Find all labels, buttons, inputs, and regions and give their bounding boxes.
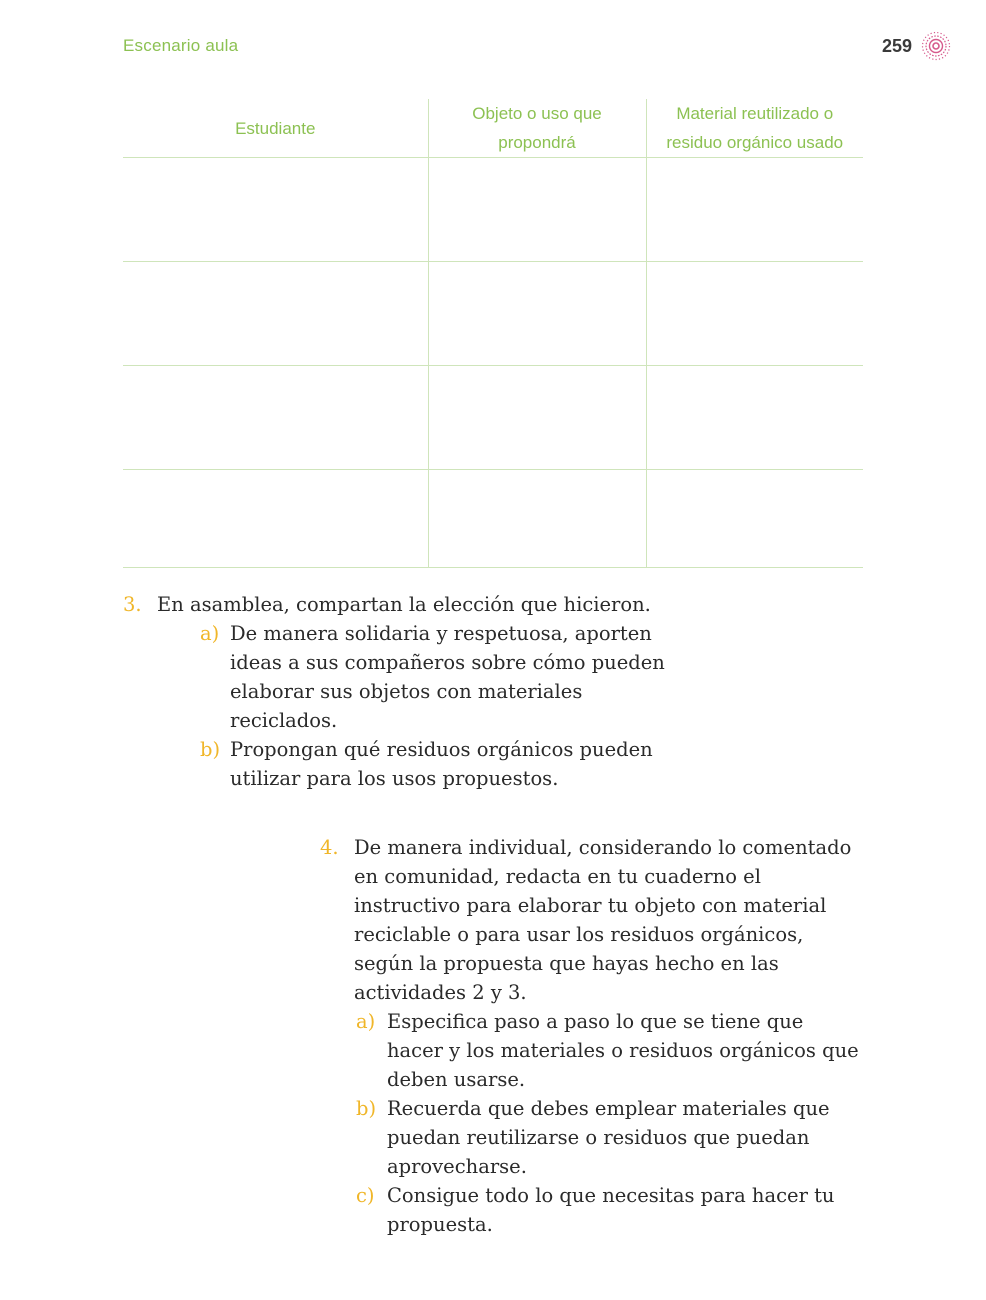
table-cell[interactable] bbox=[646, 262, 863, 366]
activity-3-intro bbox=[123, 590, 683, 619]
column-header-material: Material reutilizado o residuo orgánico usado bbox=[646, 99, 863, 158]
item-marker: c) bbox=[356, 1184, 375, 1207]
item-text: Consigue todo lo que necesitas para hacer tu propuesta. bbox=[387, 1184, 835, 1236]
item-marker: a) bbox=[356, 1010, 376, 1033]
item-text: Especifica paso a paso lo que se tiene que hacer y los materiales o residuos orgánicos que deben usarse. bbox=[387, 1010, 859, 1091]
table-cell[interactable] bbox=[428, 158, 646, 262]
page-header-right bbox=[882, 30, 952, 62]
activity-4 bbox=[320, 833, 865, 1239]
list-item bbox=[200, 619, 683, 735]
activity-text: En asamblea, compartan la elección que hicieron. bbox=[157, 593, 651, 616]
page-number: 259 bbox=[881, 35, 912, 56]
rosette-icon bbox=[920, 30, 952, 62]
column-header-object: Objeto o uso que propondrá bbox=[428, 99, 646, 158]
list-item bbox=[356, 1007, 865, 1094]
table-header-row bbox=[123, 99, 863, 158]
table-cell[interactable] bbox=[646, 470, 863, 568]
table-row bbox=[123, 470, 863, 568]
table-cell[interactable] bbox=[123, 262, 428, 366]
table-row bbox=[123, 366, 863, 470]
table-row bbox=[123, 158, 863, 262]
item-text: Propongan qué residuos orgánicos pueden utilizar para los usos propuestos. bbox=[230, 738, 653, 790]
table-cell[interactable] bbox=[428, 262, 646, 366]
table-cell[interactable] bbox=[123, 470, 428, 568]
activity-4-subitems bbox=[356, 1007, 865, 1239]
list-item bbox=[356, 1181, 865, 1239]
activity-text: De manera individual, considerando lo comentado en comunidad, redacta en tu cuaderno el instructivo para elaborar tu objeto con material reciclable o para usar los residuos orgánicos, según la propuesta que hayas hecho en las actividades 2 y 3. bbox=[354, 836, 852, 1004]
activity-table bbox=[123, 99, 863, 568]
item-text: Recuerda que debes emplear materiales que puedan reutilizarse o residuos que puedan aprovecharse. bbox=[387, 1097, 830, 1178]
table-cell[interactable] bbox=[123, 158, 428, 262]
activity-4-intro bbox=[320, 833, 865, 1007]
table-cell[interactable] bbox=[646, 366, 863, 470]
activity-3-subitems bbox=[200, 619, 683, 793]
table-row bbox=[123, 262, 863, 366]
table-cell[interactable] bbox=[646, 158, 863, 262]
activity-number: 3. bbox=[123, 593, 142, 616]
item-text: De manera solidaria y respetuosa, aporten ideas a sus compañeros sobre cómo pueden elaborar sus objetos con materiales reciclados. bbox=[230, 622, 665, 732]
section-title: Escenario aula bbox=[123, 36, 239, 55]
list-item bbox=[200, 735, 683, 793]
item-marker: b) bbox=[200, 738, 221, 761]
table-cell[interactable] bbox=[428, 470, 646, 568]
list-item bbox=[356, 1094, 865, 1181]
activity-3 bbox=[123, 590, 683, 793]
activity-number: 4. bbox=[320, 836, 339, 859]
table-cell[interactable] bbox=[428, 366, 646, 470]
column-header-student: Estudiante bbox=[123, 99, 428, 158]
item-marker: a) bbox=[200, 622, 220, 645]
item-marker: b) bbox=[356, 1097, 377, 1120]
table-cell[interactable] bbox=[123, 366, 428, 470]
